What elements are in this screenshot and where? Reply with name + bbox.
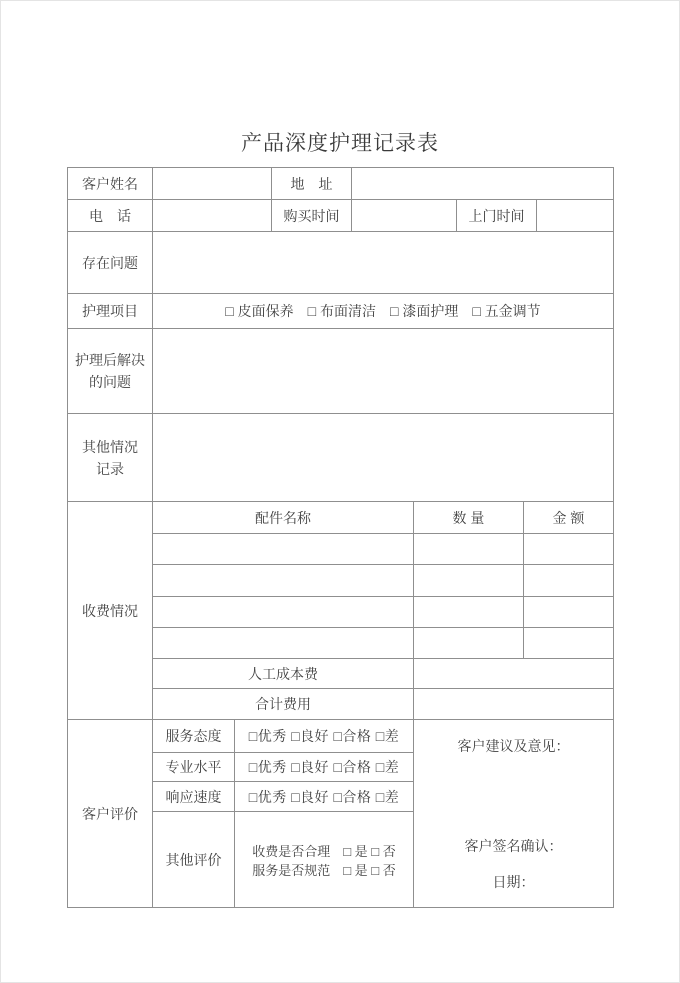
address-input[interactable] — [352, 168, 614, 200]
labor-cost-input[interactable] — [414, 659, 614, 689]
fee-quantity-input[interactable] — [414, 628, 524, 659]
fee-header-quantity: 数 量 — [414, 502, 524, 534]
professional-level-options[interactable]: □优秀 □良好 □合格 □差 — [235, 753, 414, 782]
labor-cost-label: 人工成本费 — [153, 659, 414, 689]
solved-problems-label — [68, 329, 153, 414]
fees-section-label: 收费情况 — [68, 502, 153, 720]
other-records-label-line2: 记录 — [96, 460, 124, 477]
fee-amount-input[interactable] — [524, 628, 614, 659]
date-label: 日期： — [492, 873, 535, 890]
care-items-label: 护理项目 — [68, 294, 153, 329]
fee-reasonable-checkline[interactable]: 收费是否合理 □ 是 □ 否 — [252, 843, 396, 859]
customer-name-input[interactable] — [153, 168, 272, 200]
other-records-label-line1: 其他情况 — [82, 438, 138, 455]
fee-part-name-input[interactable] — [153, 534, 414, 565]
service-attitude-label: 服务态度 — [153, 720, 235, 753]
other-records-input[interactable] — [153, 414, 614, 502]
evaluation-section-label: 客户评价 — [68, 720, 153, 908]
care-record-form — [67, 167, 614, 908]
total-cost-input[interactable] — [414, 689, 614, 720]
service-attitude-options[interactable]: □优秀 □良好 □合格 □差 — [235, 720, 414, 753]
fee-header-part-name: 配件名称 — [153, 502, 414, 534]
fee-part-name-input[interactable] — [153, 565, 414, 597]
signature-label: 客户签名确认： — [464, 837, 563, 854]
address-label: 地 址 — [272, 168, 352, 200]
total-cost-label: 合计费用 — [153, 689, 414, 720]
solved-problems-input[interactable] — [153, 329, 614, 414]
solved-problems-label-line2: 的问题 — [89, 374, 131, 390]
visit-time-label: 上门时间 — [457, 200, 537, 232]
response-speed-options[interactable]: □优秀 □良好 □合格 □差 — [235, 782, 414, 812]
existing-problems-input[interactable] — [153, 232, 614, 294]
service-standard-checkline[interactable]: 服务是否规范 □ 是 □ 否 — [252, 862, 396, 878]
phone-input[interactable] — [153, 200, 272, 232]
fee-part-name-input[interactable] — [153, 597, 414, 628]
care-items-options[interactable]: □ 皮面保养 □ 布面清洁 □ 漆面护理 □ 五金调节 — [153, 294, 614, 329]
solved-problems-label-line1: 护理后解决 — [75, 352, 145, 368]
other-evaluation-options — [235, 812, 414, 908]
professional-level-label: 专业水平 — [153, 753, 235, 782]
existing-problems-label: 存在问题 — [68, 232, 153, 294]
suggestions-cell[interactable] — [414, 720, 614, 908]
fee-part-name-input[interactable] — [153, 628, 414, 659]
other-records-label — [68, 414, 153, 502]
fee-quantity-input[interactable] — [414, 534, 524, 565]
fee-amount-input[interactable] — [524, 597, 614, 628]
customer-name-label: 客户姓名 — [68, 168, 153, 200]
fee-quantity-input[interactable] — [414, 597, 524, 628]
response-speed-label: 响应速度 — [153, 782, 235, 812]
visit-time-input[interactable] — [537, 200, 614, 232]
fee-header-amount: 金 额 — [524, 502, 614, 534]
phone-label: 电 话 — [68, 200, 153, 232]
purchase-time-label: 购买时间 — [272, 200, 352, 232]
purchase-time-input[interactable] — [352, 200, 457, 232]
page-title: 产品深度护理记录表 — [241, 132, 439, 155]
fee-amount-input[interactable] — [524, 565, 614, 597]
fee-amount-input[interactable] — [524, 534, 614, 565]
suggestion-label: 客户建议及意见： — [457, 737, 570, 754]
other-evaluation-label: 其他评价 — [153, 812, 235, 908]
fee-quantity-input[interactable] — [414, 565, 524, 597]
